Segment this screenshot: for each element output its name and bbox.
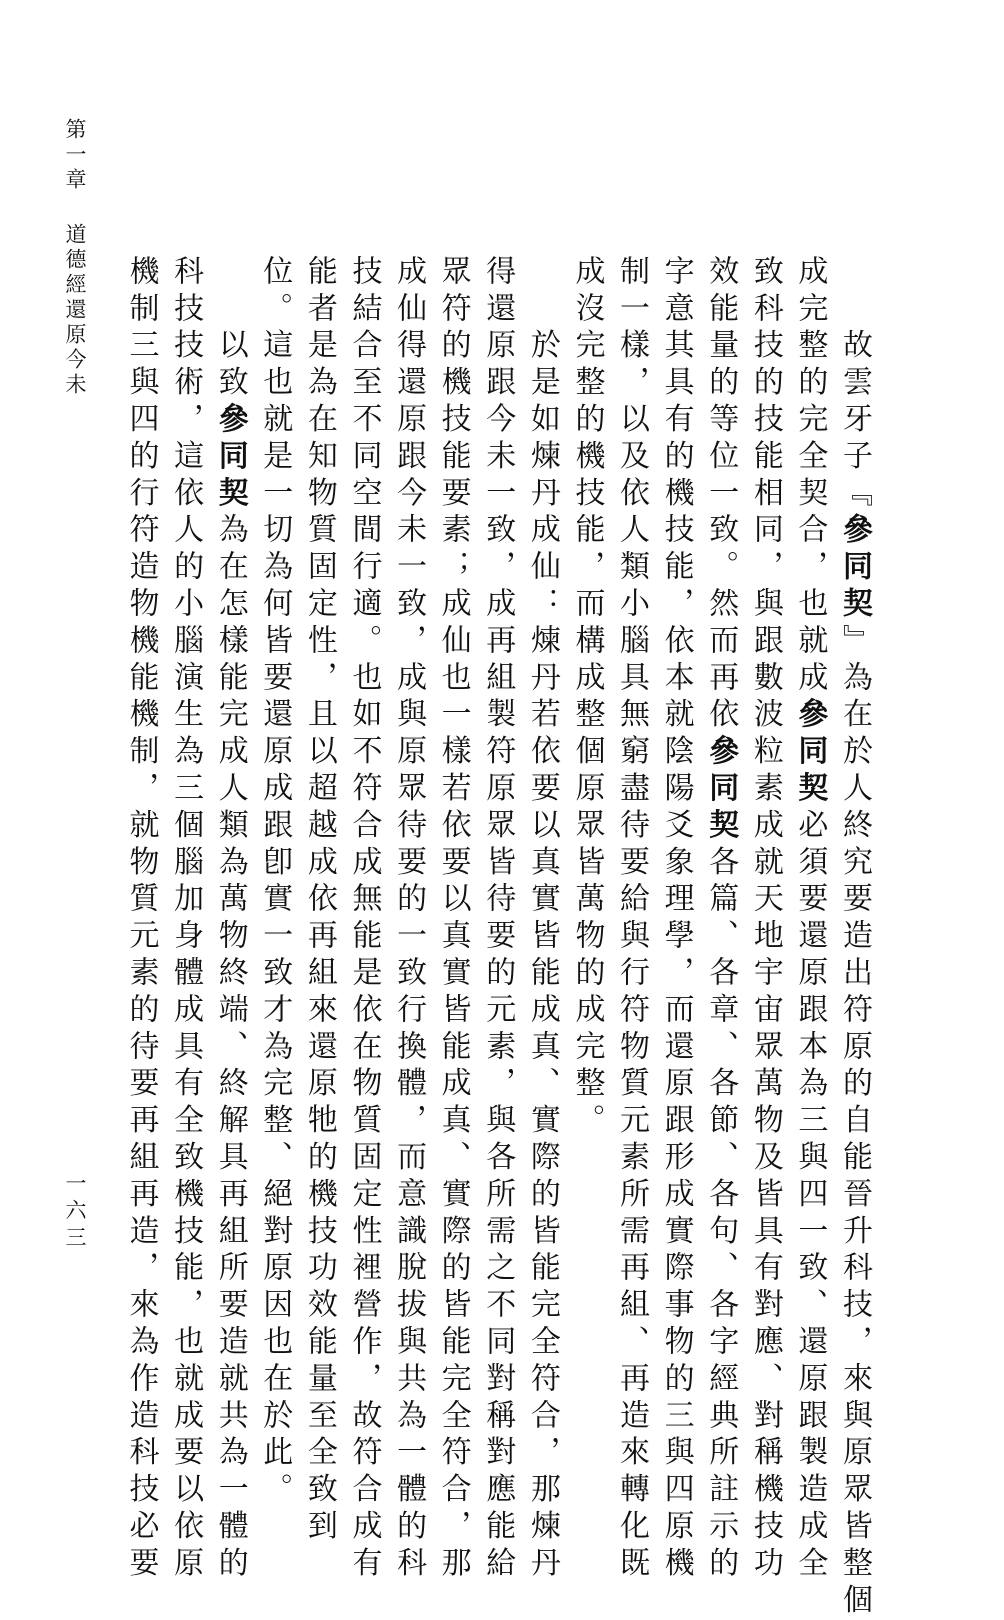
text-line: 能者是為在知物質固定性，且以超越成依再組來還原牠的機技功效能量至全致到 — [301, 255, 337, 1547]
paragraph — [252, 255, 564, 1584]
text-line: 字意其具有的機技能，依本就陰陽爻象理學，而還原跟形成實際事物的三與四原機 — [658, 255, 694, 1584]
text-line: 成仙得還原跟今未一致，成與原眾待要的一致行換體，而意識脫拔與共為一體的科 — [391, 255, 427, 1584]
text-line: 得還原跟今未一致，成再組製符原眾皆待要的元素，與各所需之不同對稱對應能給 — [480, 255, 516, 1584]
paragraph — [564, 255, 876, 1620]
page-number: 一六三 — [63, 1172, 87, 1253]
emphasized-term: 參同契 — [792, 697, 828, 809]
running-head — [60, 118, 90, 398]
paragraph — [118, 255, 252, 1584]
text-line: 眾符的機技能要素；成仙也一樣若依要以真實皆能成真、實際的皆能完全符合，那 — [435, 255, 471, 1584]
text-line: 故雲牙子『參同契』為在於人終究要造出符原的自能晉升科技，來與原眾皆整個 — [837, 255, 872, 1620]
chapter-label: 第一章 — [63, 118, 87, 193]
emphasized-term: 參同契 — [837, 513, 872, 625]
text-line: 效能量的等位一致。然而再依參同契各篇、各章、各節、各句、各字經典所註示的 — [703, 255, 739, 1584]
text-line: 技結合至不同空間行適。也如不符合成無能是依在物質固定性裡營作，故符合成有 — [346, 255, 382, 1584]
text-line: 制一樣，以及依人類小腦具無窮盡待要給與行符物質元素所需再組、再造來轉化既 — [614, 255, 650, 1584]
text-line: 位。這也就是一切為何皆要還原成跟卽實一致才為完整、絕對原因也在於此。 — [257, 255, 293, 1510]
text-line: 致科技的技能相同，與跟數波粒素成就天地宇宙眾萬物及皆具有對應、對稱機技功 — [747, 255, 783, 1584]
text-line: 以致參同契為在怎樣能完成人類為萬物終端、終解具再組所要造就共為一體的 — [212, 255, 248, 1584]
book-title: 道德經還原今未 — [63, 223, 87, 398]
text-line: 成沒完整的機技能，而構成整個原眾皆萬物的成完整。 — [569, 255, 605, 1141]
text-line: 於是如煉丹成仙：煉丹若依要以真實皆能成真、實際的皆能完全符合，那煉丹 — [524, 255, 560, 1584]
emphasized-term: 參同契 — [703, 734, 739, 846]
emphasized-term: 參同契 — [212, 402, 248, 514]
body-text — [118, 255, 876, 1620]
text-line: 科技技術，這依人的小腦演生為三個腦加身體成具有全致機技能，也就成要以依原 — [168, 255, 204, 1584]
text-line: 機制三與四的行符造物機能機制，就物質元素的待要再組再造，來為作造科技必要 — [123, 255, 159, 1584]
text-line: 成完整的完全契合，也就成參同契必須要還原跟本為三與四一致、還原跟製造成全 — [792, 255, 828, 1584]
